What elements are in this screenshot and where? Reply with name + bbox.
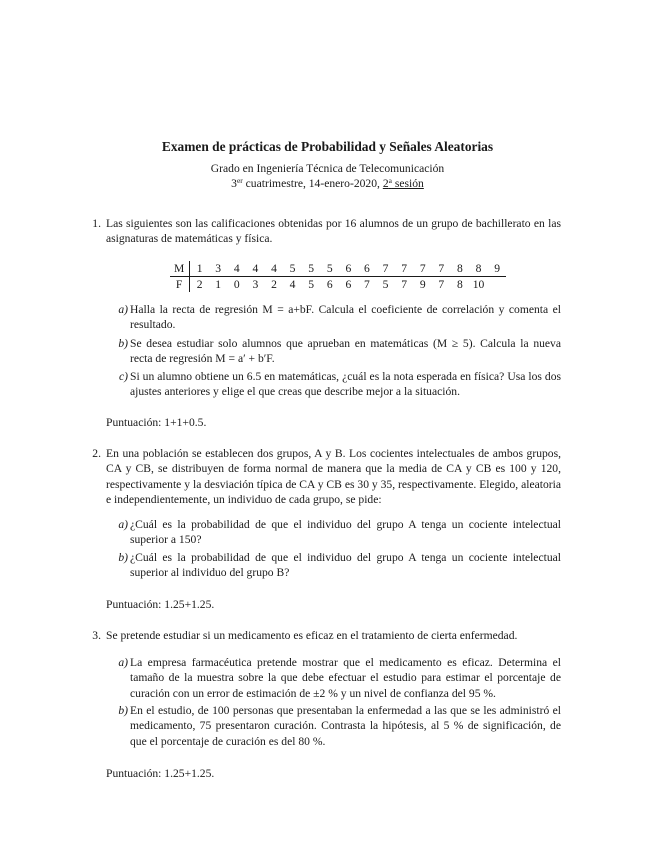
session-label: 2$^a$ sesión bbox=[382, 176, 424, 190]
item-1b-text: Se desea estudiar solo alumnos que aprueban en matemáticas (M ≥ 5). Calcula la nueva recta de regresión M = a′ + b′F. bbox=[130, 337, 561, 366]
item-2a-text: ¿Cuál es la probabilidad de que el individuo del grupo A tenga un cociente intelectual superior a 150? bbox=[130, 518, 561, 547]
problem-3-number: 3. bbox=[92, 629, 101, 642]
table-cell: 0 bbox=[233, 278, 240, 291]
table-cell: 4 bbox=[228, 261, 247, 277]
table-cell: 2 bbox=[271, 278, 277, 291]
table-cell: 4 bbox=[265, 261, 284, 277]
table-cell: 9 bbox=[488, 261, 507, 277]
table-cell: 3 bbox=[252, 278, 259, 291]
row-label-f: F bbox=[170, 277, 190, 293]
table-cell: 6 bbox=[345, 278, 352, 291]
problem-1-score: Puntuación: 1+1+0.5. bbox=[106, 416, 207, 429]
table-cell: 7 bbox=[376, 261, 395, 277]
table-cell: 8 bbox=[457, 278, 463, 291]
item-3a-text: La empresa farmacéutica pretende mostrar que el medicamento es eficaz. Determina el tamaño de la muestra sobre la que debe efectuar el estudio para estimar el porcentaje de curación con un error de estimación de ±2 % y un nivel de confianza del 95 %. bbox=[130, 656, 561, 700]
item-3b-text: En el estudio, de 100 personas que presentaban la enfermedad a las que se les administró el medicamento, 75 presentaron curación. Contrasta la hipótesis, al 5 % de significación, de que el porcentaje de curación es del 80 %. bbox=[130, 704, 561, 748]
problem-2-score: Puntuación: 1.25+1.25. bbox=[106, 598, 215, 611]
table-cell: 5 bbox=[308, 278, 315, 291]
term-ordinal: 3 bbox=[231, 177, 237, 190]
table-cell: 6 bbox=[358, 261, 377, 277]
item-2b-text: ¿Cuál es la probabilidad de que el individuo del grupo A tenga un cociente intelectual superior al individuo del grupo B? bbox=[130, 551, 561, 580]
term-line bbox=[0, 176, 655, 191]
term-date: cuatrimestre, 14-enero-2020, bbox=[242, 177, 383, 190]
table-cell: 6 bbox=[339, 261, 358, 277]
item-2a-label: a) bbox=[118, 518, 128, 531]
item-1b-label: b) bbox=[118, 337, 128, 350]
item-3b-label: b) bbox=[118, 704, 128, 717]
item-1c-label: c) bbox=[118, 370, 128, 383]
problem-2-intro: En una población se establecen dos grupos, A y B. Los cocientes intelectuales de ambos grupos, CA y CB, se distribuyen de forma normal de manera que la media de CA y CB es 100 y 120, respectivamente y la desviación típica de CA y CB es 30 y 35, respectivamente. Elegido, aleatoria e independientemente, un individuo de cada grupo, se pide: bbox=[106, 447, 561, 507]
table-cell: 4 bbox=[289, 278, 296, 291]
table-cell: 5 bbox=[320, 261, 339, 277]
table-cell: 7 bbox=[364, 278, 370, 291]
table-cell: 8 bbox=[451, 261, 470, 277]
table-cell: 7 bbox=[401, 278, 408, 291]
row-label-m: M bbox=[170, 261, 190, 277]
problem-3-score: Puntuación: 1.25+1.25. bbox=[106, 767, 215, 780]
table-cell: 6 bbox=[326, 278, 333, 291]
item-2b-label: b) bbox=[118, 551, 128, 564]
table-cell: 8 bbox=[469, 261, 488, 277]
table-cell: 5 bbox=[302, 261, 321, 277]
table-cell: 7 bbox=[413, 261, 432, 277]
item-1a-text: Halla la recta de regresión M = a+bF. Calcula el coeficiente de correlación y comenta el resultado. bbox=[130, 303, 561, 332]
item-1a-label: a) bbox=[118, 303, 128, 316]
degree-line: Grado en Ingeniería Técnica de Telecomunicación bbox=[210, 162, 445, 175]
problem-1-number: 1. bbox=[92, 217, 101, 230]
problem-1-intro: Las siguientes son las calificaciones obtenidas por 16 alumnos de un grupo de bachillerato en las asignaturas de matemáticas y física. bbox=[106, 217, 561, 246]
problem-2-number: 2. bbox=[92, 447, 101, 460]
table-cell: 5 bbox=[283, 261, 302, 277]
table-cell: 5 bbox=[382, 278, 389, 291]
grades-row-f bbox=[170, 277, 506, 293]
table-cell: 9 bbox=[419, 278, 426, 291]
item-3a-label: a) bbox=[118, 656, 128, 669]
table-cell: 2 bbox=[196, 278, 203, 291]
table-cell bbox=[488, 277, 507, 293]
table-cell: 3 bbox=[209, 261, 228, 277]
table-cell: 4 bbox=[246, 261, 265, 277]
problem-3-intro: Se pretende estudiar si un medicamento es eficaz en el tratamiento de cierta enfermedad. bbox=[106, 629, 518, 642]
table-cell: 1 bbox=[215, 278, 222, 291]
grades-table bbox=[170, 261, 506, 292]
exam-title: Examen de prácticas de Probabilidad y Señales Aleatorias bbox=[161, 139, 494, 154]
term-ordinal-suffix: er bbox=[236, 176, 243, 185]
table-cell: 7 bbox=[438, 278, 445, 291]
table-cell: 7 bbox=[395, 261, 414, 277]
table-cell: 1 bbox=[190, 261, 209, 277]
item-1c-text: Si un alumno obtiene un 6.5 en matemáticas, ¿cuál es la nota esperada en física? Usa los dos ajustes anteriores y elige el que creas que describe mejor a la situación. bbox=[130, 370, 561, 399]
grades-row-m bbox=[170, 261, 506, 277]
table-cell: 7 bbox=[432, 261, 451, 277]
table-cell: 10 bbox=[472, 278, 485, 291]
